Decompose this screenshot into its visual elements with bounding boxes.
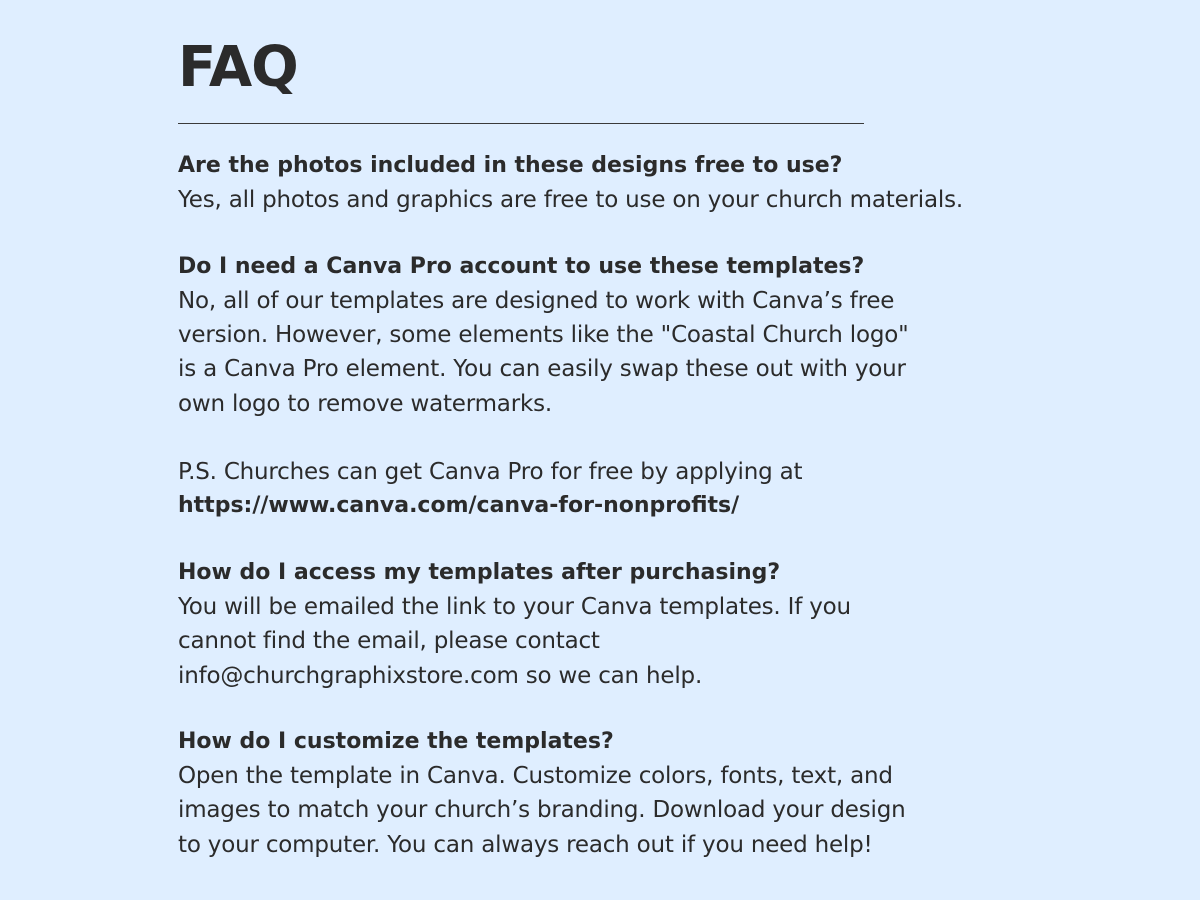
spacer	[178, 524, 1058, 556]
faq-item	[178, 149, 1058, 218]
canva-nonprofits-link[interactable]: https://www.canva.com/canva-for-nonprofits/	[178, 493, 740, 519]
faq-question: Do I need a Canva Pro account to use these templates?	[178, 253, 865, 279]
faq-list	[178, 149, 1058, 862]
faq-ps-line: P.S. Churches can get Canva Pro for free by applying at	[178, 459, 803, 486]
faq-item	[178, 250, 1058, 524]
faq-answer-line: images to match your church’s branding. Download your design	[178, 797, 906, 824]
page-title: FAQ	[178, 35, 298, 100]
faq-question: How do I access my templates after purchasing?	[178, 559, 781, 585]
faq-item	[178, 725, 1058, 862]
faq-answer-line: You will be emailed the link to your Canva templates. If you	[178, 593, 851, 620]
faq-question: How do I customize the templates?	[178, 728, 614, 754]
faq-answer-line: version. However, some elements like the "Coastal Church logo"	[178, 322, 909, 349]
faq-question: Are the photos included in these designs free to use?	[178, 153, 843, 178]
faq-item	[178, 556, 1058, 693]
spacer	[178, 218, 1058, 250]
faq-answer-line: Open the template in Canva. Customize colors, fonts, text, and	[178, 763, 893, 790]
spacer	[178, 421, 1058, 455]
spacer	[178, 693, 1058, 725]
faq-answer-line: Yes, all photos and graphics are free to use on your church materials.	[178, 187, 963, 214]
faq-answer-line: No, all of our templates are designed to work with Canva’s free	[178, 287, 895, 314]
faq-answer-email-line: info@churchgraphixstore.com so we can help.	[178, 662, 703, 689]
faq-answer-line: cannot find the email, please contact	[178, 628, 600, 655]
title-divider	[178, 123, 864, 124]
faq-answer-line: to your computer. You can always reach out if you need help!	[178, 831, 873, 858]
faq-answer-line: own logo to remove watermarks.	[178, 390, 552, 417]
faq-answer-line: is a Canva Pro element. You can easily swap these out with your	[178, 356, 906, 383]
